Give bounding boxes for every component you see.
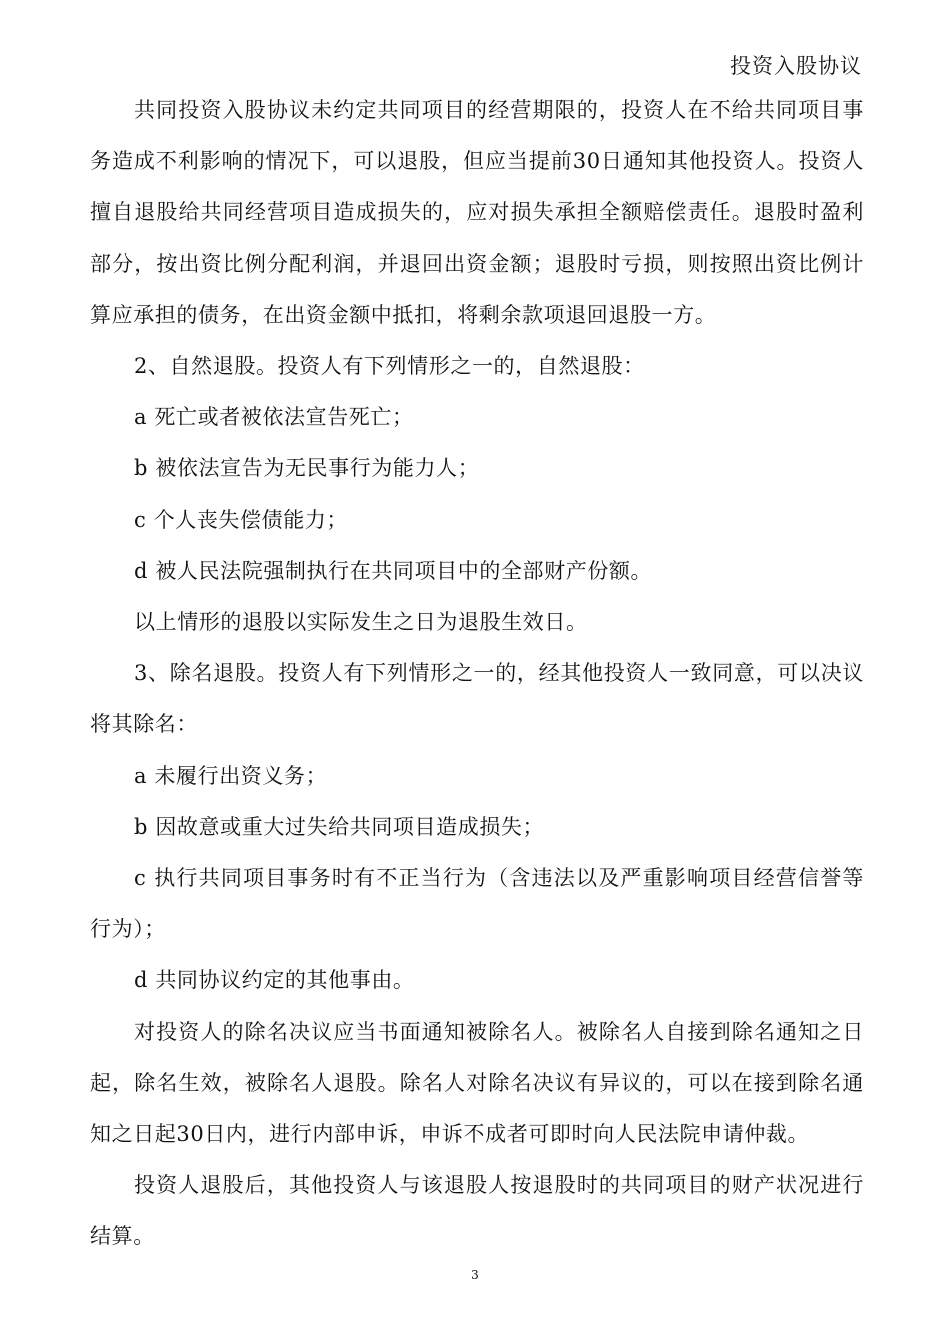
paragraph-effective-date: 以上情形的退股以实际发生之日为退股生效日。 (134, 610, 588, 635)
document-body (90, 85, 864, 1263)
list-item-expulsion-b: b 因故意或重大过失给共同项目造成损失； (134, 814, 545, 839)
list-item-expulsion-d: d 共同协议约定的其他事由。 (134, 968, 415, 993)
list-item-natural-a: a 死亡或者被依法宣告死亡； (134, 405, 414, 430)
paragraph-expulsion-heading: 3、除名退股。投资人有下列情形之一的，经其他投资人一致同意，可以决议将其除名： (90, 661, 864, 737)
paragraph-natural-withdrawal-heading: 2、自然退股。投资人有下列情形之一的，自然退股： (134, 354, 645, 379)
paragraph-withdrawal-terms: 共同投资入股协议未约定共同项目的经营期限的，投资人在不给共同项目事务造成不利影响的情况下，可以退股，但应当提前30日通知其他投资人。投资人擅自退股给共同经营项目造成损失的，应对损失承担全额赔偿责任。退股时盈利部分，按出资比例分配利润，并退回出资金额；退股时亏损，则按照出资比例计算应承担的债务，在出资金额中抵扣，将剩余款项退回退股一方。 (90, 98, 864, 327)
document-header-title: 投资入股协议 (730, 54, 862, 78)
list-item-expulsion-a: a 未履行出资义务； (134, 763, 328, 788)
list-item-natural-c: c 个人丧失偿债能力； (134, 507, 349, 532)
list-item-expulsion-c: c 执行共同项目事务时有不正当行为（含违法以及严重影响项目经营信誉等行为）； (90, 866, 864, 942)
list-item-natural-d: d 被人民法院强制执行在共同项目中的全部财产份额。 (134, 558, 653, 583)
page-number: 3 (471, 1268, 479, 1282)
paragraph-settlement: 投资人退股后，其他投资人与该退股人按退股时的共同项目的财产状况进行结算。 (90, 1173, 864, 1249)
paragraph-expulsion-notice: 对投资人的除名决议应当书面通知被除名人。被除名人自接到除名通知之日起，除名生效，被除名人退股。除名人对除名决议有异议的，可以在接到除名通知之日起30日内，进行内部申诉，申诉不成者可即时向人民法院申请仲裁。 (90, 1019, 864, 1147)
list-item-natural-b: b 被依法宣告为无民事行为能力人； (134, 456, 480, 481)
